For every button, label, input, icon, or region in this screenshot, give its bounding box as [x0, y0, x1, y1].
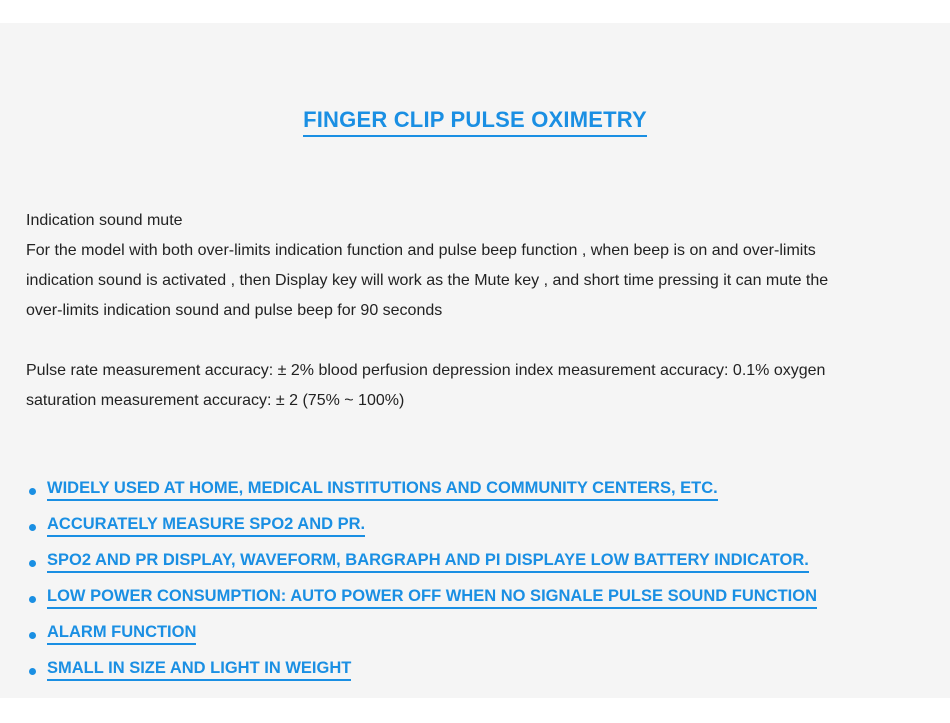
page-title: FINGER CLIP PULSE OXIMETRY: [303, 107, 647, 137]
bullet-icon: [29, 596, 36, 603]
feature-label: ACCURATELY MEASURE SPO2 AND PR.: [47, 515, 365, 537]
feature-item: [26, 479, 817, 515]
accuracy-line-2: saturation measurement accuracy: ± 2 (75% ~ 100%): [26, 392, 405, 409]
accuracy-description: [26, 356, 916, 416]
feature-item: [26, 515, 817, 551]
title-container: [0, 107, 950, 137]
bullet-icon: [29, 488, 36, 495]
feature-label: ALARM FUNCTION: [47, 623, 196, 645]
content-panel: [0, 23, 950, 698]
feature-item: [26, 659, 817, 695]
feature-item: [26, 551, 817, 587]
feature-label: SPO2 AND PR DISPLAY, WAVEFORM, BARGRAPH AND PI DISPLAYE LOW BATTERY INDICATOR.: [47, 551, 809, 573]
mute-line-1: For the model with both over-limits indication function and pulse beep function , when beep is on and over-limits: [26, 242, 816, 259]
feature-list: [26, 479, 817, 695]
mute-line-2: indication sound is activated , then Display key will work as the Mute key , and short time pressing it can mute the: [26, 272, 829, 289]
accuracy-line-1: Pulse rate measurement accuracy: ± 2% blood perfusion depression index measurement accuracy: 0.1% oxygen: [26, 362, 826, 379]
feature-label: LOW POWER CONSUMPTION: AUTO POWER OFF WHEN NO SIGNALE PULSE SOUND FUNCTION: [47, 587, 817, 609]
mute-description: [26, 206, 916, 326]
bullet-icon: [29, 632, 36, 639]
bullet-icon: [29, 560, 36, 567]
bullet-icon: [29, 524, 36, 531]
feature-label: WIDELY USED AT HOME, MEDICAL INSTITUTIONS AND COMMUNITY CENTERS, ETC.: [47, 479, 718, 501]
mute-line-3: over-limits indication sound and pulse beep for 90 seconds: [26, 302, 443, 319]
bullet-icon: [29, 668, 36, 675]
feature-item: [26, 587, 817, 623]
feature-item: [26, 623, 817, 659]
mute-heading: Indication sound mute: [26, 212, 183, 229]
feature-label: SMALL IN SIZE AND LIGHT IN WEIGHT: [47, 659, 351, 681]
